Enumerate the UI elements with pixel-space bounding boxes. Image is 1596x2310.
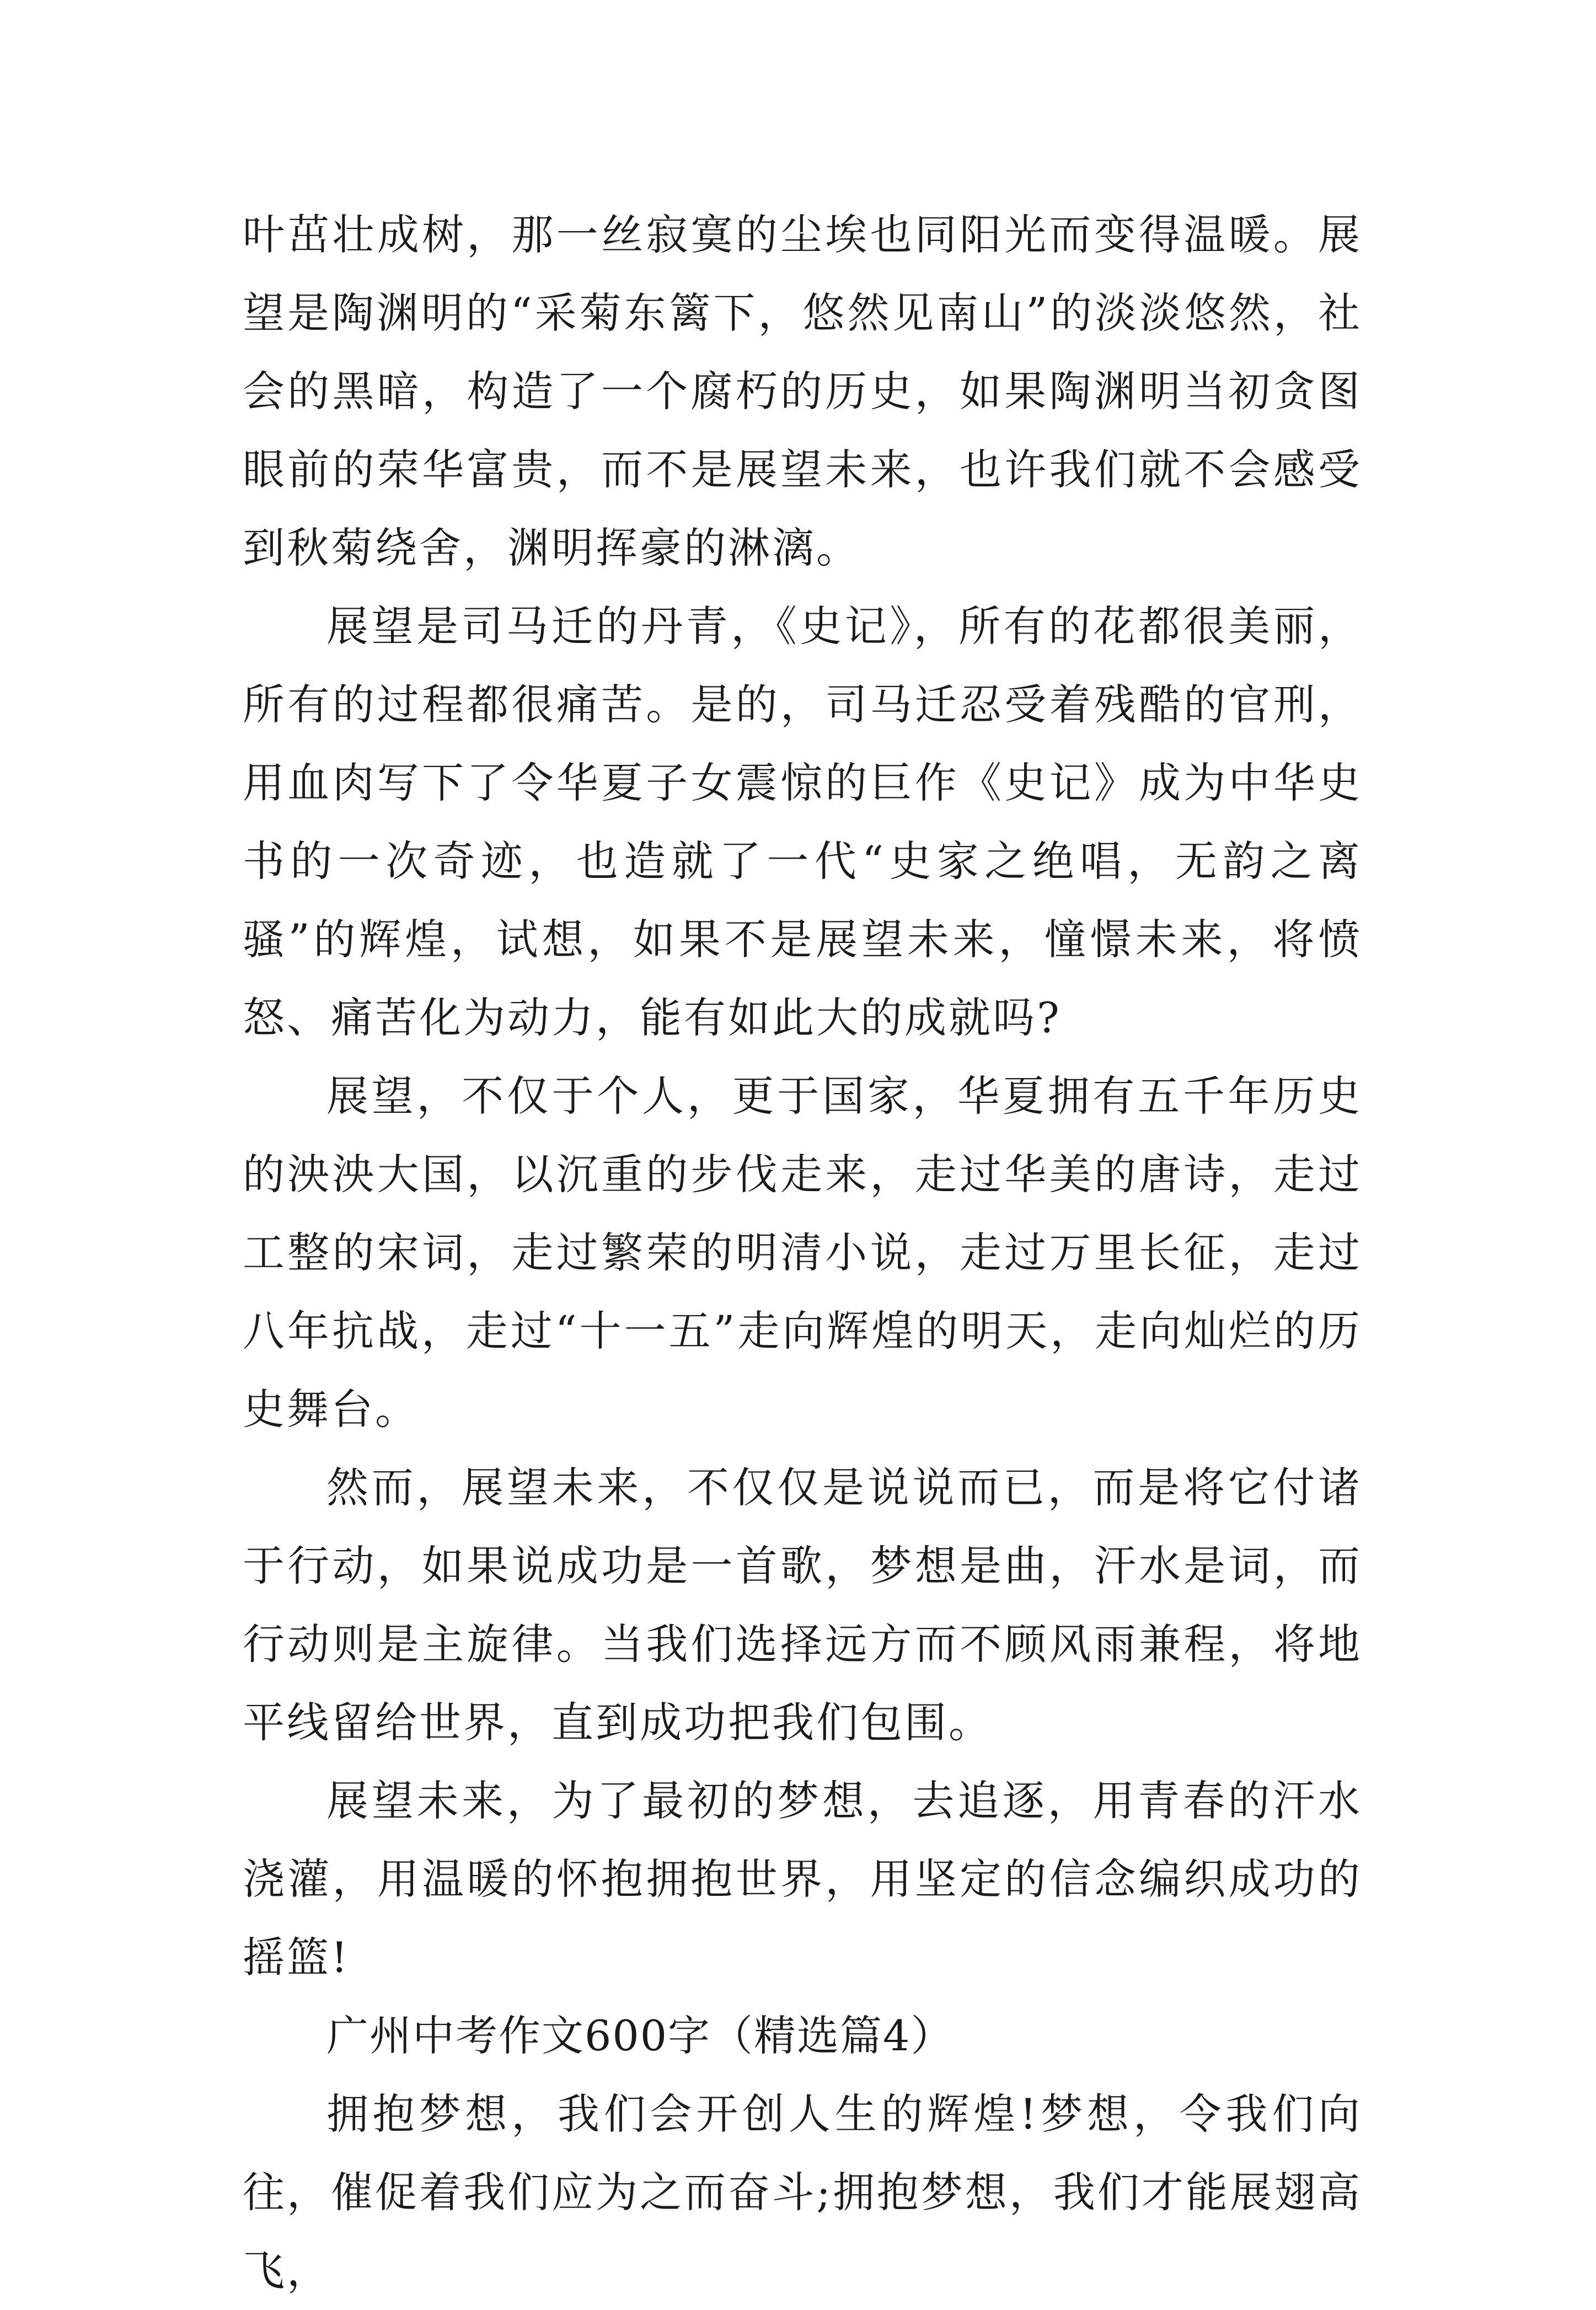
- paragraph: 展望未来，为了最初的梦想，去追逐，用青春的汗水浇灌，用温暖的怀抱拥抱世界，用坚定的信念编织成功的摇篮!: [243, 1776, 1362, 1982]
- paragraph: 展望是司马迁的丹青，《史记》，所有的花都很美丽，所有的过程都很痛苦。是的，司马迁忍受着残酷的官刑，用血肉写下了令华夏子女震惊的巨作《史记》成为中华史书的一次奇迹，也造就了一代“史家之绝唱，无韵之离骚”的辉煌，试想，如果不是展望未来，憧憬未来，将愤怒、痛苦化为动力，能有如此大的成就吗?: [243, 602, 1362, 1042]
- section-heading: 广州中考作文600字（精选篇4）: [326, 2011, 954, 2060]
- paragraph: 展望，不仅于个人，更于国家，华夏拥有五千年历史的泱泱大国，以沉重的步伐走来，走过华美的唐诗，走过工整的宋词，走过繁荣的明清小说，走过万里长征，走过八年抗战，走过“十一五”走向辉煌的明天，走向灿烂的历史舞台。: [243, 1071, 1362, 1434]
- paragraph: 然而，展望未来，不仅仅是说说而已，而是将它付诸于行动，如果说成功是一首歌，梦想是曲，汗水是词，而行动则是主旋律。当我们选择远方而不顾风雨兼程，将地平线留给世界，直到成功把我们包围。: [243, 1463, 1362, 1747]
- paragraph: 拥抱梦想，我们会开创人生的辉煌!梦想，令我们向往，催促着我们应为之而奋斗;拥抱梦想，我们才能展翅高飞，: [243, 2089, 1362, 2295]
- document-body: [243, 196, 1362, 2310]
- paragraph-continuation: 叶茁壮成树，那一丝寂寞的尘埃也同阳光而变得温暖。展望是陶渊明的“采菊东篱下，悠然见南山”的淡淡悠然，社会的黑暗，构造了一个腐朽的历史，如果陶渊明当初贪图眼前的荣华富贵，而不是展望未来，也许我们就不会感受到秋菊绕舍，渊明挥豪的淋漓。: [243, 210, 1362, 572]
